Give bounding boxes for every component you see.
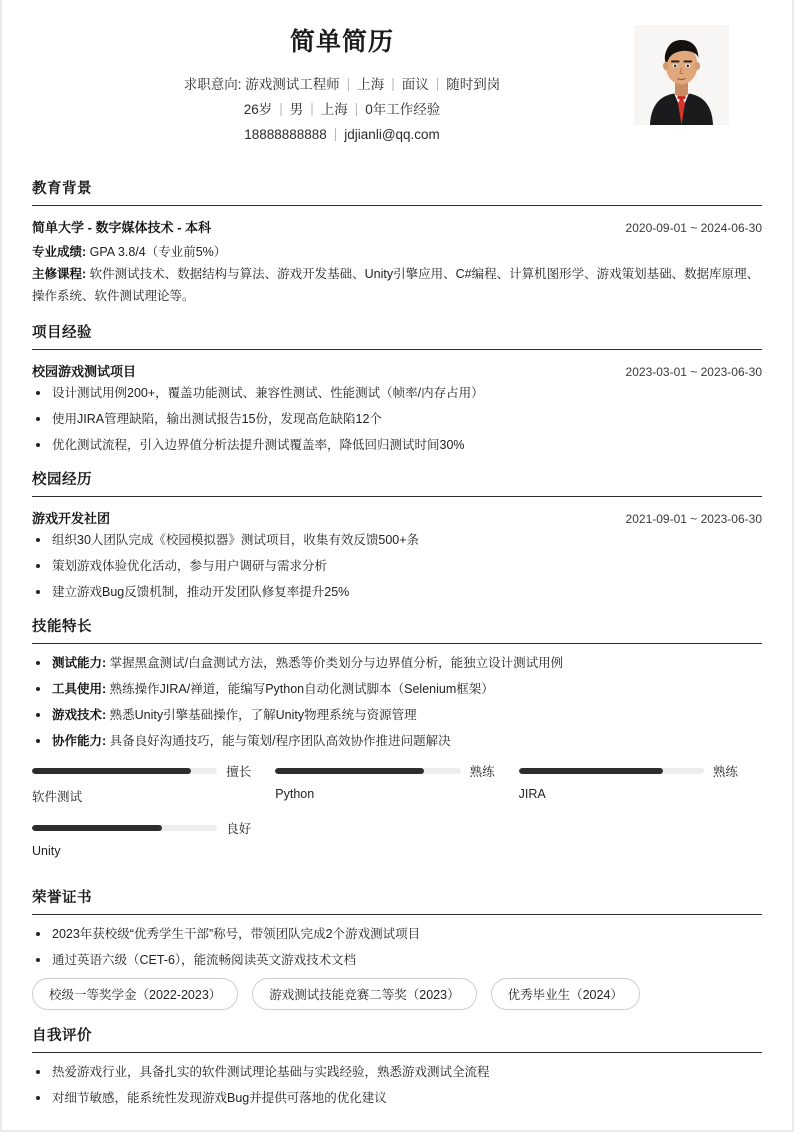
list-item — [32, 707, 762, 724]
project-bullets — [32, 385, 762, 454]
honor-tag: 校级一等奖学金（2022-2023） — [32, 978, 238, 1010]
page-title: 简单简历 — [289, 28, 394, 56]
meta-label: 专业成绩: — [32, 245, 87, 259]
contact-line — [32, 122, 652, 147]
skill-description: 熟悉Unity引擎基础操作，了解Unity物理系统与资源管理 — [106, 708, 417, 722]
section-title-education: 教育背景 — [32, 181, 92, 197]
list-item: 建立游戏Bug反馈机制，推动开发团队修复率提升25% — [32, 584, 762, 601]
separator-icon: | — [435, 76, 440, 91]
skills-bullets — [32, 655, 762, 750]
meta-label: 主修课程: — [32, 267, 87, 281]
skill-bar-item — [275, 762, 518, 805]
skill-label: 工具使用: — [52, 682, 107, 696]
skill-label: 协作能力: — [52, 734, 107, 748]
separator-icon: | — [354, 101, 359, 116]
skill-description: 掌握黑盒测试/白盒测试方法，熟悉等价类划分与边界值分析，能独立设计测试用例 — [106, 656, 564, 670]
skill-progress-track — [32, 825, 217, 831]
section-divider — [32, 205, 762, 206]
skill-progress-fill — [32, 768, 191, 774]
skill-name-label: 软件测试 — [32, 790, 83, 804]
list-item: 策划游戏体验优化活动，参与用户调研与需求分析 — [32, 558, 762, 575]
section-project — [32, 317, 762, 454]
project-date: 2023-03-01 ~ 2023-06-30 — [625, 365, 762, 379]
skill-bar-item — [32, 762, 275, 805]
campus-entry — [32, 508, 762, 601]
section-self-evaluation — [32, 1020, 762, 1107]
section-title-project: 项目经验 — [32, 325, 92, 341]
list-item: 2023年获校级“优秀学生干部”称号，带领团队完成2个游戏测试项目 — [32, 926, 762, 943]
skill-bar-item — [32, 819, 275, 858]
skill-bar-item — [519, 762, 762, 805]
section-title-honors: 荣誉证书 — [32, 890, 92, 906]
list-item: 通过英语六级（CET-6），能流畅阅读英文游戏技术文档 — [32, 952, 762, 969]
section-divider — [32, 1052, 762, 1053]
list-item: 使用JIRA管理缺陷，输出测试报告15份，发现高危缺陷12个 — [32, 411, 762, 428]
entry-header — [32, 361, 762, 380]
separator-icon: | — [333, 126, 338, 141]
section-campus — [32, 464, 762, 601]
project-entry — [32, 361, 762, 454]
education-date: 2020-09-01 ~ 2024-06-30 — [625, 221, 762, 235]
contact-value: 男 — [289, 102, 304, 117]
campus-bullets — [32, 532, 762, 601]
skill-progress-track — [32, 768, 217, 774]
education-entry — [32, 217, 762, 307]
contact-value: 26岁 — [243, 102, 273, 117]
separator-icon: | — [310, 101, 314, 116]
skill-level-label: 熟练 — [469, 765, 495, 779]
campus-date: 2021-09-01 ~ 2023-06-30 — [625, 512, 762, 526]
skill-name-label: Unity — [32, 844, 61, 858]
separator-icon: | — [279, 101, 283, 116]
section-divider — [32, 914, 762, 915]
skill-description: 具备良好沟通技巧，能与策划/程序团队高效协作推进问题解决 — [106, 734, 451, 748]
contact-value: 随时到岗 — [446, 77, 501, 92]
section-honors — [32, 882, 762, 1010]
contact-value: 游戏测试工程师 — [245, 77, 340, 92]
avatar-illustration — [634, 25, 729, 125]
honors-bullets — [32, 926, 762, 969]
campus-title: 游戏开发社团 — [32, 511, 111, 526]
skill-bar-grid — [32, 762, 762, 872]
skill-label: 游戏技术: — [52, 708, 107, 722]
list-item: 设计测试用例200+，覆盖功能测试、兼容性测试、性能测试（帧率/内存占用） — [32, 385, 762, 402]
skill-name-label: Python — [275, 787, 315, 801]
section-divider — [32, 643, 762, 644]
contact-value: 0年工作经验 — [365, 102, 441, 117]
skill-level-label: 擅长 — [226, 765, 252, 779]
skill-progress-track — [275, 768, 460, 774]
section-divider — [32, 496, 762, 497]
contact-value: 面议 — [401, 77, 429, 92]
separator-icon: | — [391, 76, 395, 91]
entry-header — [32, 217, 762, 236]
skill-name-label: JIRA — [518, 787, 546, 801]
skill-label: 测试能力: — [52, 656, 107, 670]
contact-value: 上海 — [357, 77, 385, 92]
skill-level-label: 良好 — [226, 822, 252, 836]
honor-tag-row — [32, 978, 762, 1010]
section-title-campus: 校园经历 — [32, 472, 92, 488]
list-item — [32, 681, 762, 698]
contact-value: 18888888888 — [244, 127, 327, 142]
section-skills — [32, 611, 762, 872]
list-item: 热爱游戏行业，具备扎实的软件测试理论基础与实践经验，熟悉游戏测试全流程 — [32, 1064, 762, 1081]
list-item — [32, 733, 762, 750]
honor-tag: 游戏测试技能竞赛二等奖（2023） — [252, 978, 476, 1010]
honor-tag: 优秀毕业生（2024） — [491, 978, 640, 1010]
education-meta-list — [32, 241, 762, 307]
skill-bar-row — [275, 762, 494, 780]
skill-bar-row — [32, 819, 251, 837]
self-evaluation-bullets — [32, 1064, 762, 1107]
contact-line — [32, 97, 652, 122]
project-title: 校园游戏测试项目 — [32, 364, 137, 379]
meta-value: 软件测试技术、数据结构与算法、游戏开发基础、Unity引擎应用、C#编程、计算机图形学、游戏策划基础、数据库原理、操作系统、软件测试理论等。 — [32, 267, 760, 303]
skill-level-label: 熟练 — [712, 765, 738, 779]
skill-progress-fill — [32, 825, 162, 831]
section-title-skills: 技能特长 — [32, 619, 92, 635]
contact-value: 上海 — [320, 102, 348, 117]
section-divider — [32, 349, 762, 350]
contact-label: 求职意向: — [183, 77, 246, 92]
section-title-self-evaluation: 自我评价 — [32, 1028, 92, 1044]
skill-bar-row — [32, 762, 251, 780]
avatar — [634, 25, 729, 125]
skill-description: 熟练操作JIRA/禅道，能编写Python自动化测试脚本（Selenium框架） — [106, 682, 494, 696]
skill-bar-row — [519, 762, 738, 780]
skill-progress-fill — [519, 768, 664, 774]
meta-value: GPA 3.8/4（专业前5%） — [86, 245, 227, 259]
entry-header — [32, 508, 762, 527]
education-title: 简单大学 - 数字媒体技术 - 本科 — [32, 220, 212, 235]
skill-progress-track — [519, 768, 704, 774]
section-education — [32, 173, 762, 307]
skill-progress-fill — [275, 768, 423, 774]
resume-header — [32, 0, 762, 163]
contact-value: jdjianli@qq.com — [344, 127, 440, 142]
list-item: 优化测试流程，引入边界值分析法提升测试覆盖率，降低回归测试时间30% — [32, 437, 762, 454]
education-meta-row — [32, 241, 762, 263]
contact-line — [32, 72, 652, 97]
separator-icon: | — [346, 76, 351, 91]
list-item: 组织30人团队完成《校园模拟器》测试项目，收集有效反馈500+条 — [32, 532, 762, 549]
education-meta-row — [32, 263, 762, 307]
list-item: 对细节敏感，能系统性发现游戏Bug并提供可落地的优化建议 — [32, 1090, 762, 1107]
list-item — [32, 655, 762, 672]
